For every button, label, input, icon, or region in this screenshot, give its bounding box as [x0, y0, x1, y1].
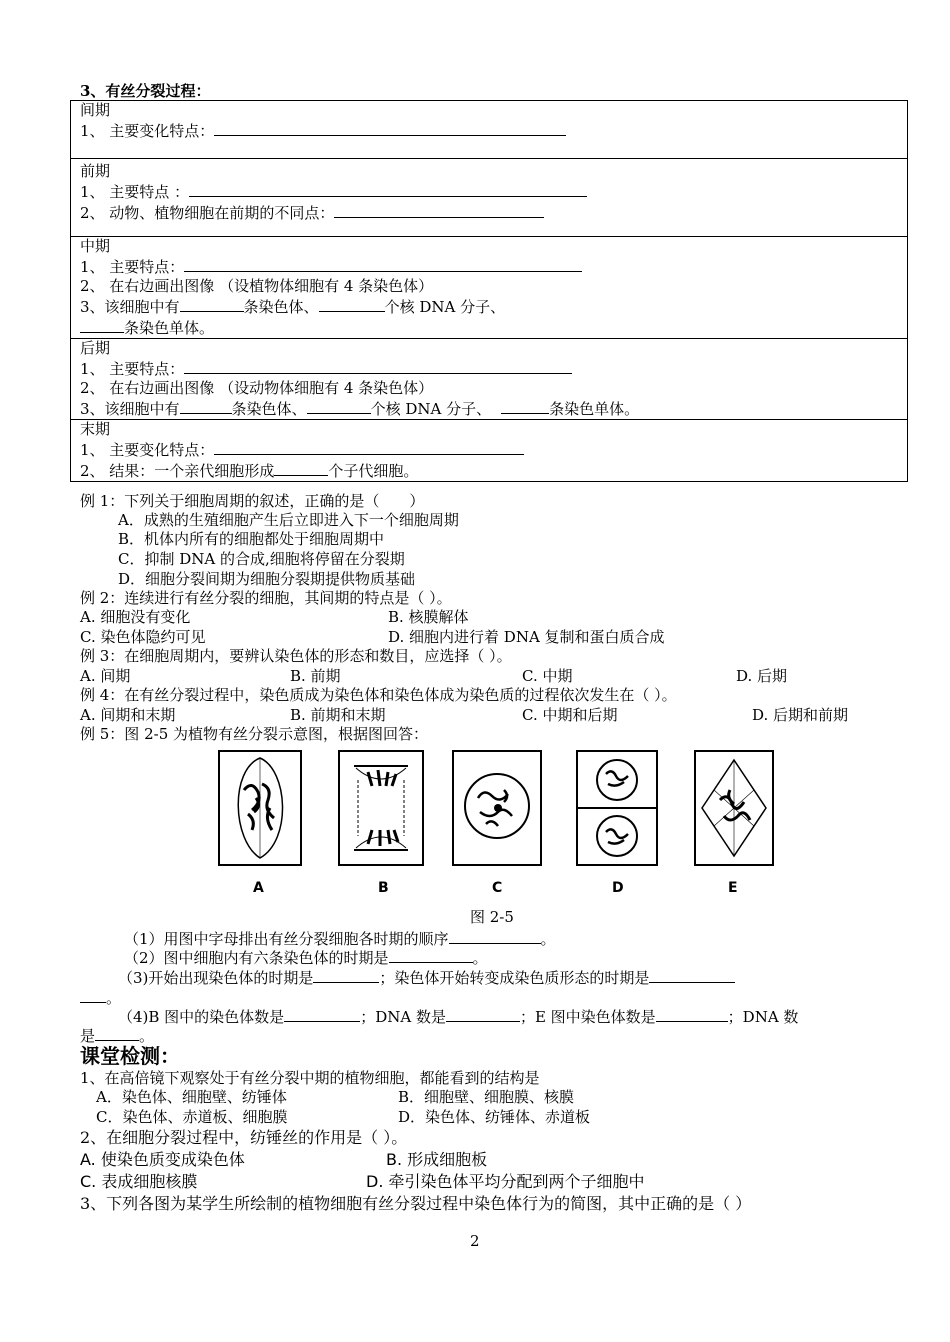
ex5-q1-end: 。	[540, 930, 556, 948]
ex2-question: 例 2：连续进行有丝分裂的细胞，其间期的特点是（ ）。	[80, 589, 452, 607]
figure-label-a: A	[253, 880, 264, 896]
anaphase-title: 后期	[80, 339, 111, 357]
section-title: 3、有丝分裂过程：	[80, 82, 211, 100]
check-q1-option-b: B．细胞壁、细胞膜、核膜	[398, 1088, 575, 1106]
ex3-option-c: C. 中期	[522, 667, 573, 685]
answer-blank[interactable]	[80, 317, 124, 333]
ex1-question: 例 1：下列关于细胞周期的叙述，正确的是（ ）	[80, 492, 425, 510]
figure-label-c: C	[492, 880, 503, 896]
ex5-q1: （1）用图中字母排出有丝分裂细胞各时期的顺序	[124, 930, 449, 948]
ex1-option-d: D．细胞分裂间期为细胞分裂期提供物质基础	[118, 570, 416, 588]
anaphase-line1: 1、 主要特点：	[80, 360, 185, 378]
prophase-title: 前期	[80, 162, 111, 180]
figure-cell-e	[694, 750, 774, 870]
ex4-option-c: C. 中期和后期	[522, 706, 618, 724]
ex5-q3-end: 。	[106, 989, 122, 1007]
cell-e-drawing	[694, 750, 774, 866]
figure-label-e: E	[728, 880, 738, 896]
check-q1-option-d: D．染色体、纺锤体、赤道板	[398, 1108, 591, 1126]
answer-blank[interactable]	[80, 987, 106, 1003]
check-q2: 2、在细胞分裂过程中，纺锤丝的作用是（ ）。	[80, 1128, 408, 1147]
answer-blank[interactable]	[180, 296, 244, 312]
answer-blank[interactable]	[184, 256, 582, 272]
check-q2-option-d: D. 牵引染色体平均分配到两个子细胞中	[366, 1172, 645, 1191]
ex5-q2: （2）图中细胞内有六条染色体的时期是	[124, 949, 389, 967]
metaphase-line1: 1、 主要特点：	[80, 258, 185, 276]
ex4-option-d: D. 后期和前期	[752, 706, 849, 724]
answer-blank[interactable]	[95, 1025, 139, 1041]
page-number: 2	[470, 1232, 480, 1250]
anaphase-line3-c: 个核 DNA 分子、	[370, 400, 492, 418]
answer-blank[interactable]	[334, 202, 544, 218]
answer-blank[interactable]	[649, 967, 735, 983]
ex5-question: 例 5：图 2-5 为植物有丝分裂示意图，根据图回答：	[80, 725, 429, 743]
answer-blank[interactable]	[656, 1006, 728, 1022]
interphase-line1: 1、 主要变化特点：	[80, 122, 215, 140]
interphase-cell	[71, 101, 908, 159]
cell-a-drawing	[218, 750, 302, 866]
answer-blank[interactable]	[214, 439, 524, 455]
ex5-q4-end: 。	[139, 1027, 155, 1045]
ex1-option-c: C．抑制 DNA 的合成,细胞将停留在分裂期	[118, 550, 405, 568]
answer-blank[interactable]	[501, 398, 549, 414]
ex5-q4-b: ；DNA 数是	[360, 1008, 446, 1026]
ex3-option-d: D. 后期	[736, 667, 788, 685]
ex1-option-b: B．机体内所有的细胞都处于细胞周期中	[118, 530, 385, 548]
answer-blank[interactable]	[189, 181, 587, 197]
telophase-title: 末期	[80, 420, 111, 438]
answer-blank[interactable]	[389, 947, 473, 963]
ex5-q4: （4)B 图中的染色体数是	[118, 1008, 285, 1026]
anaphase-line3: 3、该细胞中有	[80, 400, 180, 418]
anaphase-cell	[71, 339, 908, 420]
cell-b-drawing	[338, 750, 424, 866]
cell-d-drawing	[576, 750, 658, 866]
ex5-q4-c: ；E 图中染色体数是	[519, 1008, 656, 1026]
ex2-option-c: C. 染色体隐约可见	[80, 628, 206, 646]
ex4-question: 例 4：在有丝分裂过程中，染色质成为染色体和染色体成为染色质的过程依次发生在（ ）。	[80, 686, 677, 704]
answer-blank[interactable]	[180, 398, 232, 414]
ex4-option-b: B. 前期和末期	[290, 706, 386, 724]
metaphase-title: 中期	[80, 237, 111, 255]
check-q2-option-b: B. 形成细胞板	[386, 1150, 488, 1169]
interphase-title: 间期	[80, 101, 111, 119]
telophase-line2: 2、 结果：一个亲代细胞形成	[80, 462, 275, 480]
telophase-line2-b: 个子代细胞。	[328, 462, 419, 480]
check-q1: 1、在高倍镜下观察处于有丝分裂中期的植物细胞，都能看到的结构是	[80, 1069, 540, 1087]
ex5-q4-e: 是	[80, 1027, 96, 1045]
metaphase-line3-c: 个核 DNA 分子、	[384, 298, 506, 316]
answer-blank[interactable]	[284, 1006, 360, 1022]
metaphase-line2: 2、 在右边画出图像 （设植物体细胞有 4 条染色体）	[80, 277, 434, 295]
check-q1-option-c: C．染色体、赤道板、细胞膜	[96, 1108, 288, 1126]
answer-blank[interactable]	[214, 120, 566, 136]
check-q2-option-c: C. 表成细胞核膜	[80, 1172, 198, 1191]
ex2-option-b: B. 核膜解体	[388, 608, 469, 626]
ex3-question: 例 3：在细胞周期内，要辨认染色体的形态和数目，应选择（ ）。	[80, 647, 512, 665]
ex5-q3: （3)开始出现染色体的时期是	[118, 969, 314, 987]
metaphase-line3: 3、该细胞中有	[80, 298, 180, 316]
ex3-option-a: A. 间期	[80, 667, 131, 685]
figure-cell-b	[338, 750, 424, 870]
figure-cell-c	[452, 750, 542, 870]
check-q2-option-a: A. 使染色质变成染色体	[80, 1150, 245, 1169]
ex1-option-a: A．成熟的生殖细胞产生后立即进入下一个细胞周期	[118, 511, 459, 529]
check-q3: 3、下列各图为某学生所绘制的植物细胞有丝分裂过程中染色体行为的简图，其中正确的是（ ）	[80, 1194, 752, 1213]
check-title: 课堂检测：	[80, 1044, 180, 1068]
ex2-option-d: D. 细胞内进行着 DNA 复制和蛋白质合成	[388, 628, 665, 646]
ex2-option-a: A. 细胞没有变化	[80, 608, 191, 626]
figure-cell-a	[218, 750, 302, 870]
cell-c-drawing	[452, 750, 542, 866]
ex5-q4-d: ；DNA 数	[727, 1008, 799, 1026]
telophase-cell	[71, 420, 908, 482]
ex5-q3-b: ；染色体开始转变成染色质形态的时期是	[379, 969, 650, 987]
answer-blank[interactable]	[446, 1006, 520, 1022]
anaphase-line3-d: 条染色单体。	[549, 400, 640, 418]
prophase-cell	[71, 159, 908, 237]
prophase-line2: 2、 动物、植物细胞在前期的不同点：	[80, 204, 335, 222]
ex4-option-a: A. 间期和末期	[80, 706, 176, 724]
answer-blank[interactable]	[319, 296, 385, 312]
prophase-line1: 1、 主要特点 ：	[80, 183, 190, 201]
metaphase-cell	[71, 237, 908, 339]
ex3-option-b: B. 前期	[290, 667, 341, 685]
anaphase-line3-b: 条染色体、	[231, 400, 307, 418]
check-q1-option-a: A．染色体、细胞壁、纺锤体	[96, 1088, 287, 1106]
answer-blank[interactable]	[184, 358, 572, 374]
figure-label-b: B	[378, 880, 389, 896]
answer-blank[interactable]	[274, 460, 328, 476]
answer-blank[interactable]	[313, 967, 379, 983]
answer-blank[interactable]	[449, 928, 541, 944]
ex5-q2-end: 。	[472, 949, 488, 967]
answer-blank[interactable]	[307, 398, 371, 414]
figure-label-d: D	[612, 880, 624, 896]
mitosis-stages-table	[70, 100, 908, 482]
metaphase-line4: 条染色单体。	[124, 319, 215, 337]
figure-cell-d	[576, 750, 658, 870]
figure-caption: 图 2-5	[470, 908, 514, 926]
telophase-line1: 1、 主要变化特点：	[80, 441, 215, 459]
metaphase-line3-b: 条染色体、	[243, 298, 319, 316]
anaphase-line2: 2、 在右边画出图像 （设动物体细胞有 4 条染色体）	[80, 379, 434, 397]
